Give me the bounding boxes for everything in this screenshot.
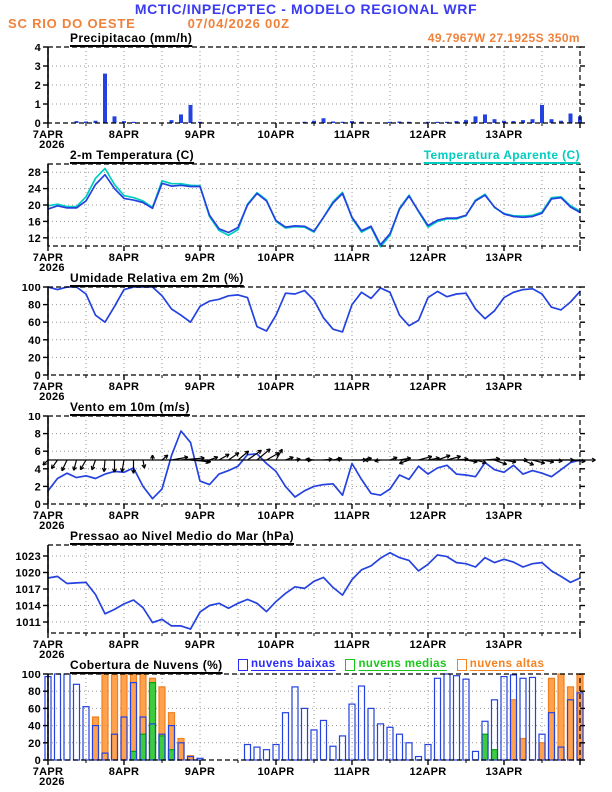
wind-chart xyxy=(0,413,612,529)
svg-text:9APR: 9APR xyxy=(184,510,216,522)
svg-text:10: 10 xyxy=(28,413,41,423)
humidity-chart xyxy=(0,284,612,400)
svg-text:24: 24 xyxy=(28,183,41,196)
svg-text:12APR: 12APR xyxy=(409,381,447,393)
svg-text:9APR: 9APR xyxy=(184,129,216,141)
svg-text:10APR: 10APR xyxy=(257,639,295,651)
svg-text:7APR: 7APR xyxy=(32,639,64,651)
svg-text:3: 3 xyxy=(34,61,41,73)
svg-text:20: 20 xyxy=(28,352,41,365)
svg-text:100: 100 xyxy=(21,671,41,681)
svg-text:13APR: 13APR xyxy=(485,129,523,141)
apparent-temp-legend: Temperatura Aparente (C) xyxy=(423,148,580,162)
svg-text:7APR: 7APR xyxy=(32,252,64,264)
svg-text:1017: 1017 xyxy=(15,584,41,596)
svg-text:13APR: 13APR xyxy=(485,381,523,393)
station-run-line xyxy=(0,17,612,31)
panel-clouds xyxy=(0,658,612,785)
station-name: SC RIO DO OESTE xyxy=(8,16,136,31)
svg-text:12APR: 12APR xyxy=(409,129,447,141)
svg-text:2026: 2026 xyxy=(39,391,65,400)
legend-item-mid-clouds: nuvens medias xyxy=(345,658,446,671)
mid-clouds-swatch-icon xyxy=(345,659,355,671)
clouds-legend xyxy=(238,658,608,671)
svg-text:1014: 1014 xyxy=(15,600,41,613)
panel-pressure xyxy=(0,529,612,658)
svg-text:11APR: 11APR xyxy=(333,639,371,651)
svg-text:12APR: 12APR xyxy=(409,766,447,778)
svg-text:8APR: 8APR xyxy=(108,381,140,393)
svg-text:7APR: 7APR xyxy=(32,766,64,778)
svg-text:2026: 2026 xyxy=(39,139,65,148)
svg-text:7APR: 7APR xyxy=(32,381,64,393)
svg-text:9APR: 9APR xyxy=(184,639,216,651)
svg-text:11APR: 11APR xyxy=(333,381,371,393)
svg-text:16: 16 xyxy=(28,216,41,229)
svg-text:100: 100 xyxy=(21,284,41,294)
svg-text:80: 80 xyxy=(28,686,41,699)
svg-text:7APR: 7APR xyxy=(32,129,64,141)
svg-text:10APR: 10APR xyxy=(257,766,295,778)
svg-text:40: 40 xyxy=(28,720,41,733)
svg-text:11APR: 11APR xyxy=(333,252,371,264)
low-clouds-swatch-icon xyxy=(238,659,248,671)
run-datetime: 07/04/2026 00Z xyxy=(187,16,290,31)
svg-text:60: 60 xyxy=(28,317,41,330)
svg-text:9APR: 9APR xyxy=(184,381,216,393)
svg-text:7APR: 7APR xyxy=(32,510,64,522)
humidity-title: Umidade Relativa em 2m (%) xyxy=(70,271,244,285)
location-info: 49.7967W 27.1925S 350m xyxy=(427,31,580,45)
svg-text:6: 6 xyxy=(34,446,41,459)
svg-text:13APR: 13APR xyxy=(485,766,523,778)
svg-text:0: 0 xyxy=(34,499,41,511)
panel-temperature xyxy=(0,148,612,271)
pressure-chart xyxy=(0,542,612,658)
svg-text:12APR: 12APR xyxy=(409,510,447,522)
svg-text:12: 12 xyxy=(28,232,41,245)
svg-text:2026: 2026 xyxy=(39,262,65,271)
svg-text:13APR: 13APR xyxy=(485,252,523,264)
svg-text:1020: 1020 xyxy=(15,567,41,580)
clouds-title: Cobertura de Nuvens (%) xyxy=(70,658,223,672)
svg-text:0: 0 xyxy=(34,755,41,767)
svg-text:9APR: 9APR xyxy=(184,252,216,264)
panel-precipitation xyxy=(0,31,612,148)
svg-text:20: 20 xyxy=(28,200,41,212)
svg-text:8: 8 xyxy=(34,428,41,441)
svg-text:8APR: 8APR xyxy=(108,129,140,141)
temp-chart xyxy=(0,161,612,271)
svg-text:10APR: 10APR xyxy=(257,381,295,393)
svg-text:10APR: 10APR xyxy=(257,252,295,264)
pressure-title: Pressao ao Nivel Medio do Mar (hPa) xyxy=(70,529,295,543)
svg-text:20: 20 xyxy=(28,737,41,750)
precip-chart xyxy=(0,44,612,148)
svg-text:4: 4 xyxy=(34,44,41,54)
precip-title: Precipitacao (mm/h) xyxy=(70,31,193,45)
svg-text:11APR: 11APR xyxy=(333,129,371,141)
svg-text:4: 4 xyxy=(34,463,41,476)
svg-text:1023: 1023 xyxy=(15,551,41,563)
legend-item-low-clouds: nuvens baixas xyxy=(238,658,335,671)
svg-text:0: 0 xyxy=(34,118,41,130)
svg-text:40: 40 xyxy=(28,334,41,347)
clouds-chart xyxy=(0,671,612,785)
svg-text:12APR: 12APR xyxy=(409,639,447,651)
svg-text:2026: 2026 xyxy=(39,520,65,529)
svg-text:10APR: 10APR xyxy=(257,510,295,522)
svg-text:1011: 1011 xyxy=(15,617,41,629)
svg-text:10APR: 10APR xyxy=(257,129,295,141)
svg-text:28: 28 xyxy=(28,167,41,180)
legend-item-high-clouds: nuvens altas xyxy=(457,658,544,671)
svg-text:2: 2 xyxy=(34,80,41,92)
panel-wind xyxy=(0,400,612,529)
wind-title: Vento em 10m (m/s) xyxy=(70,400,190,414)
svg-text:0: 0 xyxy=(34,370,41,382)
temp-title: 2-m Temperatura (C) xyxy=(70,148,195,162)
svg-text:60: 60 xyxy=(28,703,41,716)
svg-text:8APR: 8APR xyxy=(108,252,140,264)
svg-text:8APR: 8APR xyxy=(108,766,140,778)
panel-humidity xyxy=(0,271,612,400)
svg-text:11APR: 11APR xyxy=(333,766,371,778)
svg-text:80: 80 xyxy=(28,299,41,312)
svg-text:13APR: 13APR xyxy=(485,510,523,522)
svg-text:11APR: 11APR xyxy=(333,510,371,522)
svg-text:8APR: 8APR xyxy=(108,510,140,522)
svg-text:1: 1 xyxy=(34,99,41,111)
svg-text:13APR: 13APR xyxy=(485,639,523,651)
svg-text:9APR: 9APR xyxy=(184,766,216,778)
page-header xyxy=(0,0,612,31)
svg-text:2026: 2026 xyxy=(39,649,65,658)
model-title: MCTIC/INPE/CPTEC - MODELO REGIONAL WRF xyxy=(134,1,478,17)
svg-text:2: 2 xyxy=(34,481,41,494)
svg-text:12APR: 12APR xyxy=(409,252,447,264)
svg-text:2026: 2026 xyxy=(39,776,65,785)
svg-text:8APR: 8APR xyxy=(108,639,140,651)
high-clouds-swatch-icon xyxy=(457,659,467,671)
